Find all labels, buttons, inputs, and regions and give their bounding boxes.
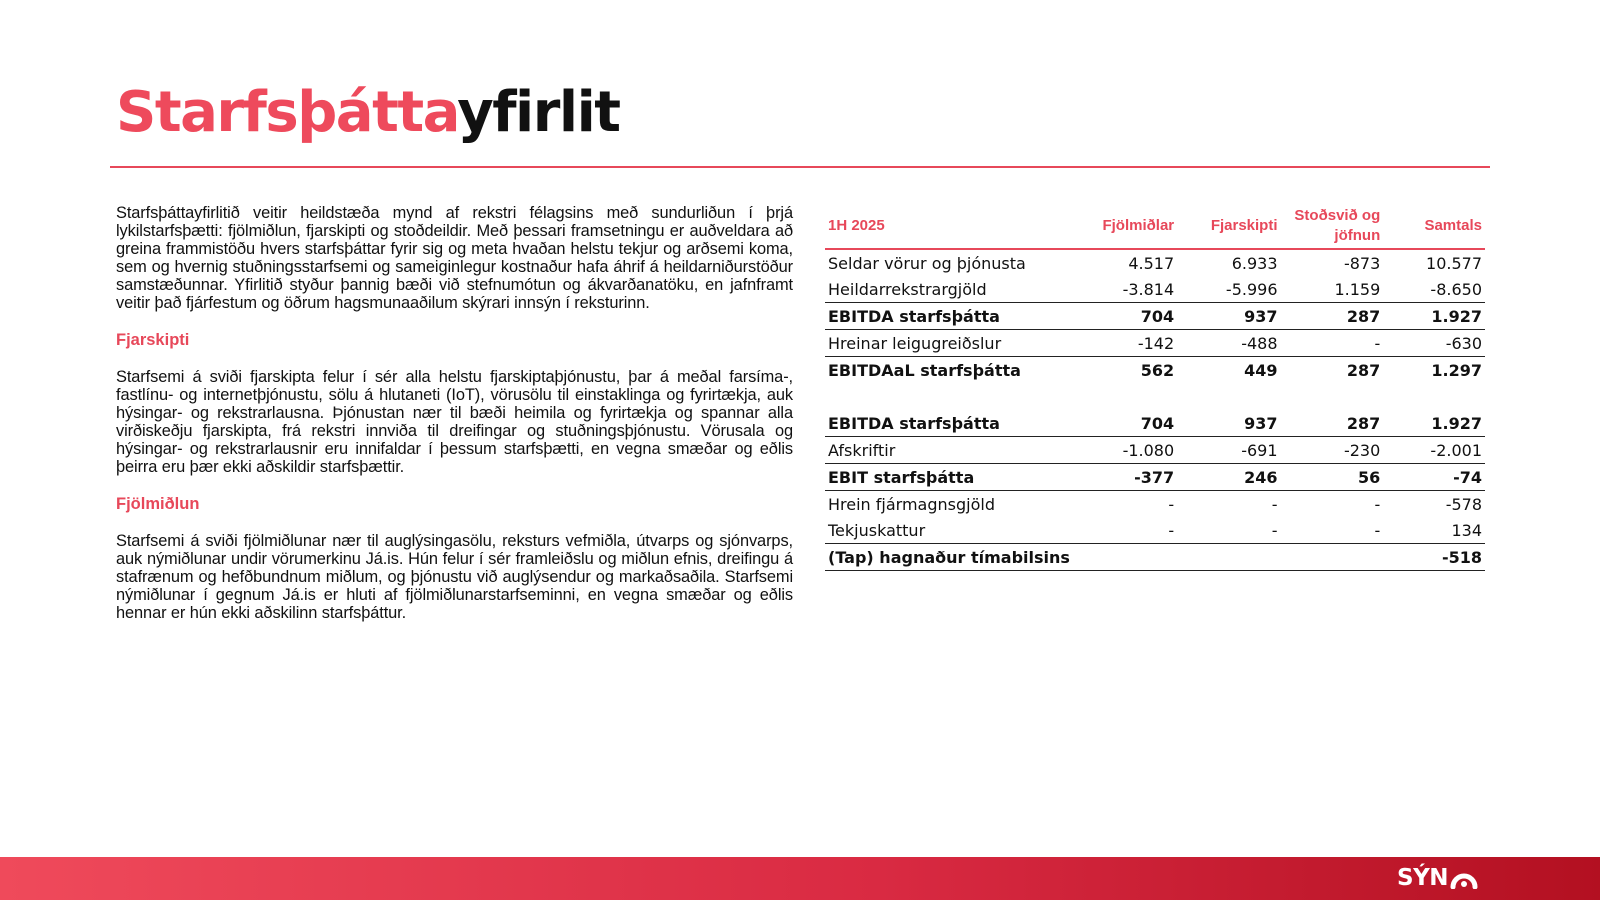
description-column <box>116 204 793 622</box>
cell-value: -630 <box>1383 330 1485 357</box>
table-row-subtotal <box>825 303 1485 330</box>
row-label: Hrein fjármagnsgjöld <box>825 491 1073 518</box>
cell-value: -578 <box>1383 491 1485 518</box>
row-label: Hreinar leigugreiðslur <box>825 330 1073 357</box>
cell-value: 704 <box>1073 303 1177 330</box>
header-samtals: Samtals <box>1383 203 1485 249</box>
table-spacer-row <box>825 383 1485 410</box>
table-row <box>825 517 1485 544</box>
section-heading-fjarskipti: Fjarskipti <box>116 331 190 349</box>
cell-value: - <box>1374 520 1381 540</box>
row-label: Heildarrekstrargjöld <box>828 279 987 299</box>
syn-arc-icon <box>1450 867 1478 889</box>
cell-value: -377 <box>1073 464 1177 491</box>
table-row <box>825 249 1485 276</box>
table-row <box>825 276 1485 303</box>
cell-value: 56 <box>1281 464 1384 491</box>
section-heading-fjolmidlun: Fjölmiðlun <box>116 495 200 513</box>
cell-value: 4.517 <box>1128 253 1175 273</box>
cell-value: - <box>1271 520 1278 540</box>
row-label: EBITDA starfsþátta <box>828 413 1000 433</box>
header-period: 1H 2025 <box>825 203 1073 249</box>
row-label: Tekjuskattur <box>828 520 926 540</box>
cell-value: - <box>1281 491 1384 518</box>
row-label: EBIT starfsþátta <box>825 464 1073 491</box>
table-row-total <box>825 544 1485 571</box>
row-label: (Tap) hagnaður tímabilsins <box>825 544 1073 571</box>
table-header-row <box>825 203 1485 249</box>
cell-value: 449 <box>1177 357 1280 384</box>
cell-value: 937 <box>1177 303 1280 330</box>
brand-logo <box>1397 863 1478 893</box>
table-row <box>825 437 1485 464</box>
page-title <box>116 78 620 148</box>
cell-value: 1.159 <box>1334 279 1381 299</box>
row-label: EBITDAaL starfsþátta <box>825 357 1073 384</box>
row-label: Afskriftir <box>825 437 1073 464</box>
section-text-fjarskipti: Starfsemi á sviði fjarskipta felur í sér alla helstu fjarskiptaþjónustu, þar á meðal farsíma-, fastlínu- og internetþjónustu, sölu á hlutaneti (IoT), vörusölu til einstaklinga og fyrirtækja, auk hýsingar- og rekstrarlausna. Þjónustan nær til bæði heimila og fyrirtækja og spannar alla virðiskeðju fjarskipta, frá rekstri innviða til dreifingar og stuðningsþjónustu. Vörusala og hýsingar- og rekstrarlausnir eru innifaldar í þessum starfsþætti, en vegna smæðar og eðlis þeirra eru þær ekki aðskildir starfsþættir. <box>116 368 793 476</box>
cell-value: 562 <box>1073 357 1177 384</box>
section-text-fjolmidlun: Starfsemi á sviði fjölmiðlunar nær til auglýsingasölu, reksturs vefmiðla, útvarps og sjónvarps, auk nýmiðlunar undir vörumerkinu Já.is. Hún felur í sér framleiðslu og miðlun efnis, dreifingu á stafrænum og hefðbundnum miðlum, og þjónustu við auglýsendur og markaðsaðila. Starfsemi nýmiðlunar í gegnum Já.is er hluti af fjölmiðlunarstarfseminni, en vegna smæðar og eðlis hennar er hún ekki aðskilinn starfsþáttur. <box>116 532 793 622</box>
header-stodsvid: Stoðsvið og jöfnun <box>1281 203 1384 249</box>
cell-value: -691 <box>1177 437 1280 464</box>
footer-bar <box>0 857 1600 900</box>
cell-value: 1.297 <box>1383 357 1485 384</box>
row-label: EBITDA starfsþátta <box>825 303 1073 330</box>
cell-value: - <box>1281 330 1384 357</box>
cell-value: 246 <box>1177 464 1280 491</box>
cell-value: -142 <box>1073 330 1177 357</box>
cell-value: - <box>1177 491 1280 518</box>
logo-text: SÝN <box>1397 865 1448 891</box>
cell-value: - <box>1168 520 1175 540</box>
cell-value <box>1073 544 1177 571</box>
cell-value: -8.650 <box>1430 279 1482 299</box>
segment-table <box>825 203 1485 571</box>
intro-paragraph: Starfsþáttayfirlitið veitir heildstæða mynd af rekstri félagsins með sundurliðun í þrjá lykilstarfsþætti: fjölmiðlun, fjarskipti og stoðdeildir. Með þessari framsetningu er auðveldara að greina frammistöðu hvers starfsþáttar fyrir sig og meta hvaðan helstu tekjur og arðsemi koma, sem og hvernig stuðningsstarfsemi og sameiginlegur kostnaður hafa áhrif á heildarniðurstöður samstæðunnar. Yfirlitið styður þannig bæði við stefnumótun og ákvarðanatöku, en jafnframt veitir það fjárfestum og öðrum hagsmunaaðilum skýrari innsýn í reksturinn. <box>116 204 793 312</box>
cell-value: -5.996 <box>1225 279 1278 299</box>
cell-value: 134 <box>1451 520 1482 540</box>
cell-value: -518 <box>1383 544 1485 571</box>
cell-value: -74 <box>1383 464 1485 491</box>
table-row-subtotal <box>825 410 1485 437</box>
title-accent: Starfsþátta <box>116 80 458 145</box>
title-rest: yfirlit <box>457 80 620 145</box>
cell-value: -873 <box>1343 253 1381 273</box>
title-divider <box>110 166 1490 168</box>
table-row <box>825 491 1485 518</box>
table-row <box>825 330 1485 357</box>
cell-value: 10.577 <box>1426 253 1482 273</box>
cell-value: -488 <box>1177 330 1280 357</box>
cell-value: 287 <box>1281 357 1384 384</box>
cell-value: -1.080 <box>1073 437 1177 464</box>
table-row-subtotal <box>825 464 1485 491</box>
cell-value: 704 <box>1140 413 1175 433</box>
cell-value: 287 <box>1281 303 1384 330</box>
cell-value: 6.933 <box>1231 253 1278 273</box>
cell-value: 1.927 <box>1431 413 1482 433</box>
cell-value: 937 <box>1244 413 1278 433</box>
header-fjarskipti: Fjarskipti <box>1177 203 1280 249</box>
cell-value: -3.814 <box>1122 279 1175 299</box>
cell-value: - <box>1073 491 1177 518</box>
header-fjolmidlar: Fjölmiðlar <box>1073 203 1177 249</box>
cell-value <box>1281 544 1384 571</box>
row-label: Seldar vörur og þjónusta <box>828 253 1026 273</box>
table-row-subtotal <box>825 357 1485 384</box>
cell-value: -2.001 <box>1383 437 1485 464</box>
cell-value: 287 <box>1346 413 1381 433</box>
cell-value <box>1177 544 1280 571</box>
cell-value: 1.927 <box>1383 303 1485 330</box>
cell-value: -230 <box>1281 437 1384 464</box>
